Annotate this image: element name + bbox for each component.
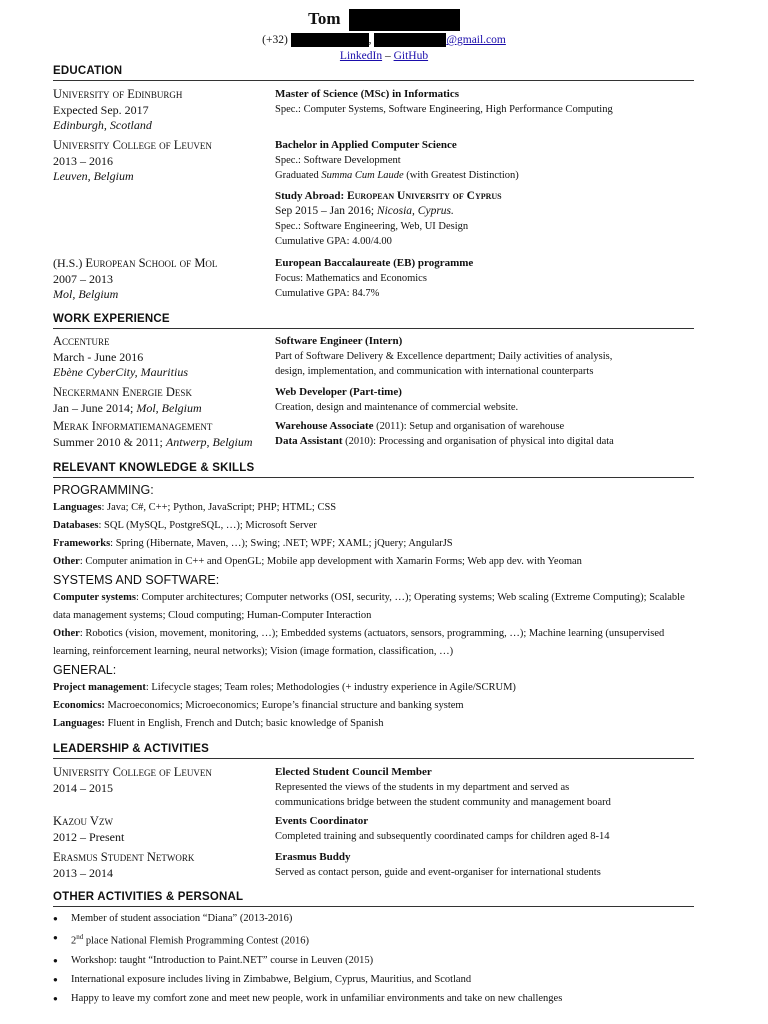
edu-leuven-right xyxy=(275,138,695,183)
link-separator: – xyxy=(382,50,394,63)
detail-line: Focus: Mathematics and Economics xyxy=(275,273,427,284)
org-name: University of Edinburgh xyxy=(53,87,183,101)
detail-line: design, implementation, and communication with international counterparts xyxy=(275,366,594,377)
edu-mol-right xyxy=(275,256,695,301)
lead-kazou-right xyxy=(275,814,695,844)
redacted-surname xyxy=(349,9,460,31)
date: 2013 – 2014 xyxy=(53,865,113,880)
date-location: Jan – June 2014; Mol, Belgium xyxy=(53,400,202,415)
detail-line: Part of Software Delivery & Excellence department; Daily activities of analysis, xyxy=(275,351,613,362)
detail-line: Spec.: Software Engineering, Web, UI Design xyxy=(275,221,469,232)
job-title: Web Developer (Part-time) xyxy=(275,386,402,398)
section-work-experience: WORK EXPERIENCE xyxy=(53,312,694,329)
detail-line: communications bridge between the student community and management board xyxy=(275,797,611,808)
list-item: ● 2nd place National Flemish Programming Contest (2016) xyxy=(53,928,713,951)
study-abroad-date: Sep 2015 – Jan 2016; Nicosia, Cyprus. xyxy=(275,205,454,217)
degree-title: Bachelor in Applied Computer Science xyxy=(275,139,457,151)
section-skills: RELEVANT KNOWLEDGE & SKILLS xyxy=(53,461,694,478)
location: Mol, Belgium xyxy=(53,287,119,301)
work-accenture-right xyxy=(275,334,695,379)
job-title: Software Engineer (Intern) xyxy=(275,335,403,347)
org-name: Kazou Vzw xyxy=(53,814,113,828)
github-link[interactable]: GitHub xyxy=(393,50,429,63)
date: 2012 – Present xyxy=(53,829,125,844)
graduation-line: Graduated Summa Cum Laude (with Greatest Distinction) xyxy=(275,170,519,181)
date: 2007 – 2013 xyxy=(53,271,113,286)
lead-leuven-left xyxy=(53,765,275,796)
org-name: (H.S.) European School of Mol xyxy=(53,256,218,270)
list-item: ● International exposure includes living in Zimbabwe, Belgium, Cyprus, Mauritius, and Scotland xyxy=(53,970,713,989)
phone-prefix: (+32) xyxy=(262,34,288,47)
date: March - June 2016 xyxy=(53,349,144,364)
list-item: ● Workshop: taught “Introduction to Paint.NET” course in Leuven (2015) xyxy=(53,951,713,970)
org-name: Erasmus Student Network xyxy=(53,850,195,864)
detail-line: Completed training and subsequently coordinated camps for children aged 8-14 xyxy=(275,831,610,842)
date: 2013 – 2016 xyxy=(53,153,113,168)
date-location: Summer 2010 & 2011; Antwerp, Belgium xyxy=(53,434,253,449)
role-title: Events Coordinator xyxy=(275,815,369,827)
work-merak-left xyxy=(53,419,275,450)
list-item: ● Happy to leave my comfort zone and meet new people, work in unfamiliar environments and take on new challenges xyxy=(53,989,713,1008)
degree-title: Master of Science (MSc) in Informatics xyxy=(275,88,459,100)
detail-line: Cumulative GPA: 4.00/4.00 xyxy=(275,236,392,247)
redacted-email-user xyxy=(374,33,446,47)
org-name: University College of Leuven xyxy=(53,138,212,152)
detail-line: Served as contact person, guide and event-organiser for international students xyxy=(275,867,601,878)
edu-edinburgh-left xyxy=(53,87,268,134)
subhead-programming: PROGRAMMING: xyxy=(53,483,154,497)
org-name: University College of Leuven xyxy=(53,765,212,779)
skill-line: Economics: Macroeconomics; Microeconomics; Europe’s financial structure and banking system xyxy=(53,700,464,711)
other-activities-list xyxy=(53,909,713,1008)
first-name: Tom xyxy=(308,9,341,28)
work-merak-right xyxy=(275,419,695,449)
skill-line: Other: Robotics (vision, movement, monitoring, …); Embedded systems (actuators, sensors, programming, …); Machine learning (unsupervised learning, reinforcement learning, neural networks); Vision (image formation, classification, …) xyxy=(53,628,665,657)
detail-line: Spec.: Computer Systems, Software Engineering, High Performance Computing xyxy=(275,104,613,115)
redacted-phone xyxy=(291,33,369,47)
resume-header xyxy=(0,8,768,64)
name-row xyxy=(0,8,768,31)
list-item: ● Member of student association “Diana” (2013-2016) xyxy=(53,909,713,928)
edu-mol-left xyxy=(53,256,268,303)
location: Ebène CyberCity, Mauritius xyxy=(53,365,188,379)
org-name: Neckermann Energie Desk xyxy=(53,385,192,399)
org-name: Merak Informatiemanagement xyxy=(53,419,213,433)
section-leadership: LEADERSHIP & ACTIVITIES xyxy=(53,742,694,759)
skill-line: Languages: Java; C#, C++; Python, JavaScript; PHP; HTML; CSS xyxy=(53,502,337,513)
degree-title: European Baccalaureate (EB) programme xyxy=(275,257,474,269)
detail-line: Represented the views of the students in my department and served as xyxy=(275,782,570,793)
lead-kazou-left xyxy=(53,814,268,845)
skill-line: Computer systems: Computer architectures; Computer networks (OSI, security, …); Operating systems; Web scaling (Extreme Computing); Scalable data management systems; Cloud computing; Human-Computer Interaction xyxy=(53,592,685,621)
org-name: Accenture xyxy=(53,334,110,348)
role-title: Erasmus Buddy xyxy=(275,851,351,863)
lead-esn-right xyxy=(275,850,695,880)
edu-leuven-left xyxy=(53,138,268,185)
skill-line: Project management: Lifecycle stages; Team roles; Methodologies (+ industry experience in Agile/SCRUM) xyxy=(53,682,516,693)
linkedin-link[interactable]: LinkedIn xyxy=(339,50,383,63)
lead-esn-left xyxy=(53,850,268,881)
edu-edinburgh-right xyxy=(275,87,695,117)
skill-line: Frameworks: Spring (Hibernate, Maven, …); Swing; .NET; WPF; XAML; jQuery; AngularJS xyxy=(53,538,453,549)
location: Leuven, Belgium xyxy=(53,169,134,183)
contact-row: (+32) , @gmail.com xyxy=(262,34,506,47)
skills-block xyxy=(53,481,694,733)
subhead-systems: SYSTEMS AND SOFTWARE: xyxy=(53,573,220,587)
detail-line: Cumulative GPA: 84.7% xyxy=(275,288,380,299)
role-title: Elected Student Council Member xyxy=(275,766,432,778)
detail-line: Spec.: Software Development xyxy=(275,155,401,166)
skill-line: Databases: SQL (MySQL, PostgreSQL, …); Microsoft Server xyxy=(53,520,317,531)
location: Edinburgh, Scotland xyxy=(53,118,152,132)
work-neckermann-right xyxy=(275,385,695,415)
lead-leuven-right xyxy=(275,765,695,810)
skill-line: Other: Computer animation in C++ and OpenGL; Mobile app development with Xamarin Forms; Web app dev. with Yeoman xyxy=(53,556,582,567)
section-other: OTHER ACTIVITIES & PERSONAL xyxy=(53,890,694,907)
subhead-general: GENERAL: xyxy=(53,663,117,677)
study-abroad-title: Study Abroad: European University of Cyprus xyxy=(275,190,502,202)
edu-cyprus xyxy=(275,189,695,249)
detail-line: Creation, design and maintenance of commercial website. xyxy=(275,402,519,413)
date: 2014 – 2015 xyxy=(53,780,113,795)
section-education: EDUCATION xyxy=(53,64,694,81)
date: Expected Sep. 2017 xyxy=(53,102,149,117)
email-link[interactable]: @gmail.com xyxy=(446,34,506,47)
work-neckermann-left xyxy=(53,385,268,416)
work-accenture-left xyxy=(53,334,268,381)
role-line: Warehouse Associate (2011): Setup and organisation of warehouse xyxy=(275,420,565,432)
role-line: Data Assistant (2010): Processing and organisation of physical into digital data xyxy=(275,435,614,447)
skill-line: Languages: Fluent in English, French and Dutch; basic knowledge of Spanish xyxy=(53,718,384,729)
profile-links xyxy=(0,48,768,64)
